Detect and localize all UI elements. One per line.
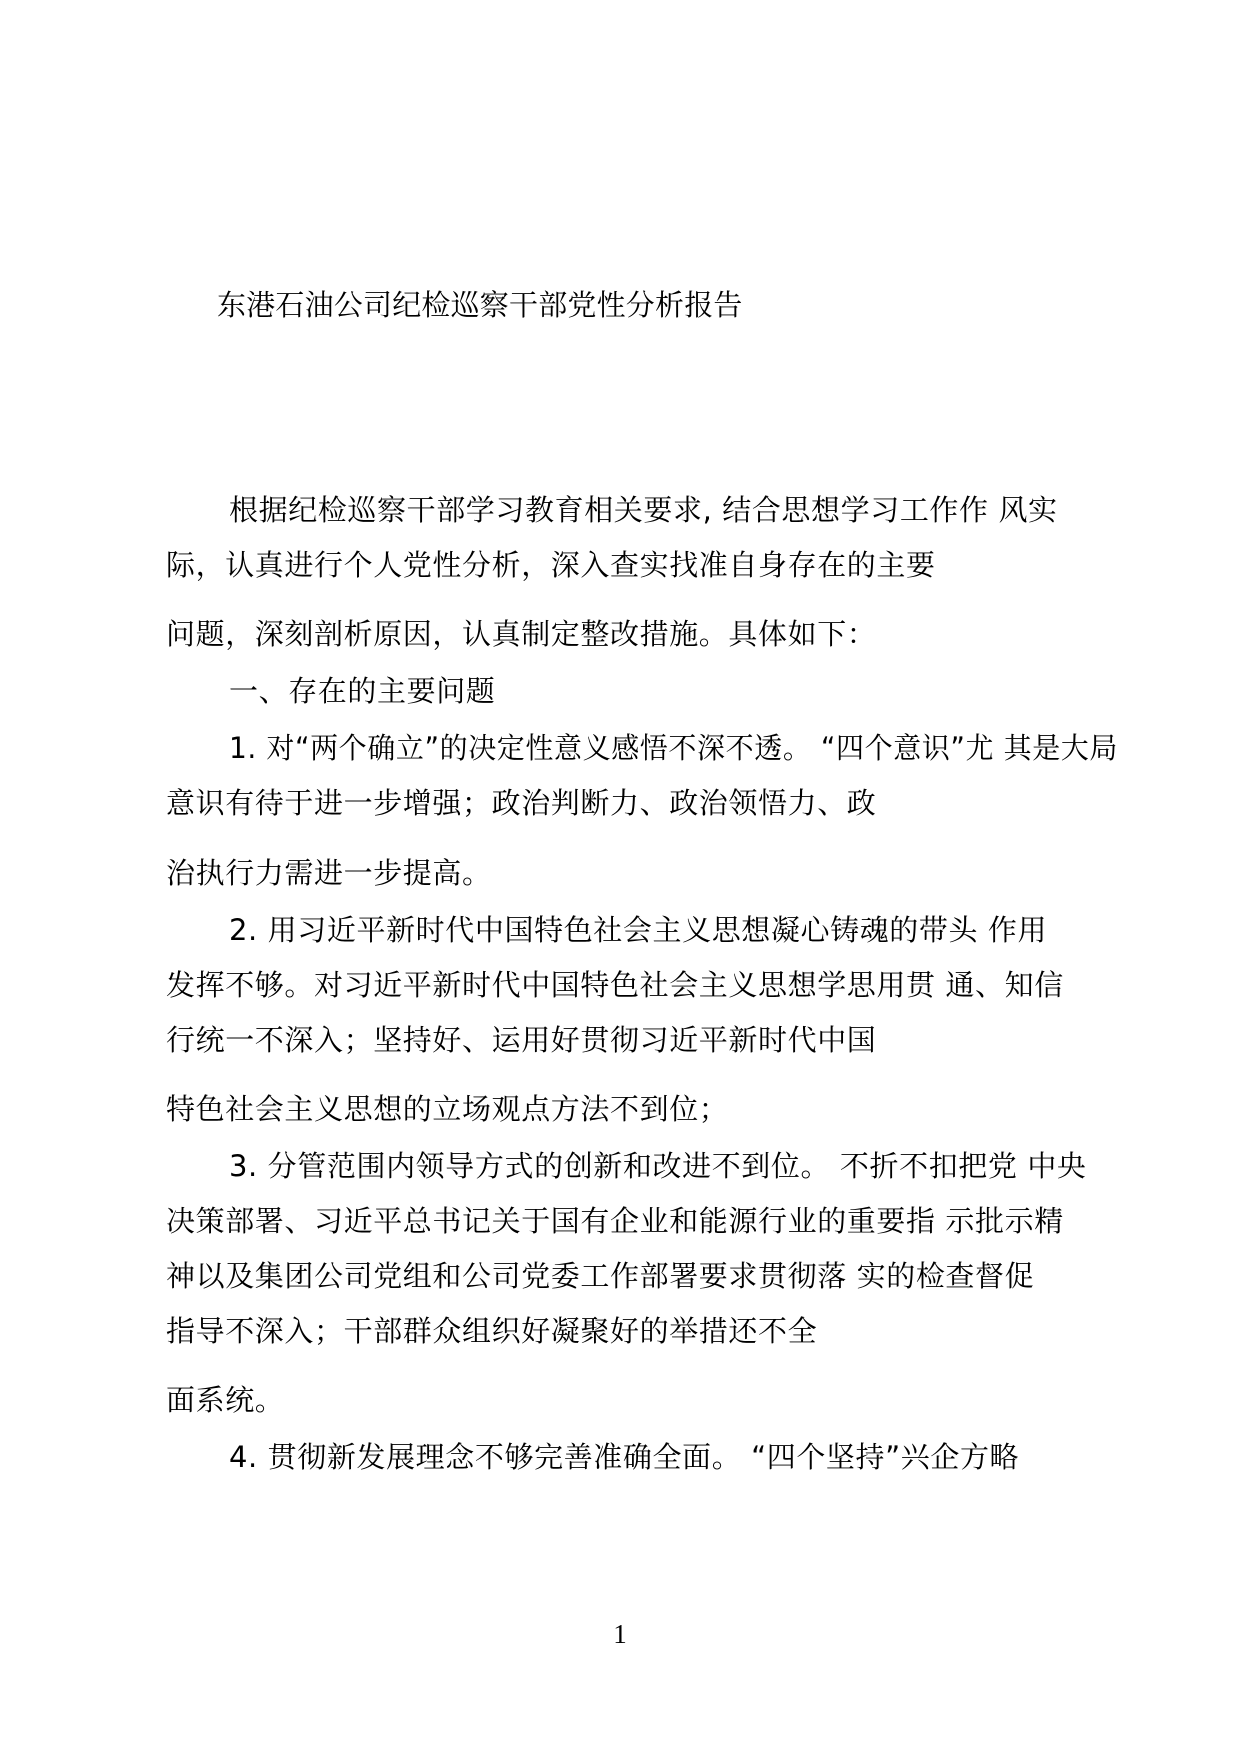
page-number: 1 [613,1619,627,1649]
problem-2-line-3: 行统一不深入；坚持好、运用好贯彻习近平新时代中国 [166,1023,877,1057]
problem-3-line-2: 决策部署、习近平总书记关于国有企业和能源行业的重要指 示批示精 [166,1204,1064,1238]
document-title: 东港石油公司纪检巡察干部党性分析报告 [217,288,743,322]
problem-4-line-1: 4. 贯彻新发展理念不够完善准确全面。 “四个坚持”兴企方略 [229,1440,1020,1474]
problem-1-line-3: 治执行力需进一步提高。 [166,856,492,890]
body-line-2: 际，认真进行个人党性分析，深入查实找准自身存在的主要 [166,548,936,582]
problem-3-line-5: 面系统。 [166,1383,285,1417]
problem-3-line-1: 3. 分管范围内领导方式的创新和改进不到位。 不折不扣把党 中央 [229,1149,1087,1183]
problem-3-line-3: 神以及集团公司党组和公司党委工作部署要求贯彻落 实的检查督促 [166,1259,1035,1293]
problem-2-line-2: 发挥不够。对习近平新时代中国特色社会主义思想学思用贯 通、知信 [166,968,1064,1002]
problem-1-line-2: 意识有待于进一步增强；政治判断力、政治领悟力、政 [166,786,877,820]
body-line-1: 根据纪检巡察干部学习教育相关要求, 结合思想学习工作作 风实 [229,493,1058,527]
body-line-3: 问题，深刻剖析原因，认真制定整改措施。具体如下： [166,617,877,651]
section-heading: 一、存在的主要问题 [229,674,496,708]
problem-2-line-1: 2. 用习近平新时代中国特色社会主义思想凝心铸魂的带头 作用 [229,913,1048,947]
problem-2-line-4: 特色社会主义思想的立场观点方法不到位； [166,1092,729,1126]
problem-3-line-4: 指导不深入；干部群众组织好凝聚好的举措还不全 [166,1314,818,1348]
problem-1-line-1: 1. 对“两个确立”的决定性意义感悟不深不透。 “四个意识”尤 其是大局 [229,731,1119,765]
